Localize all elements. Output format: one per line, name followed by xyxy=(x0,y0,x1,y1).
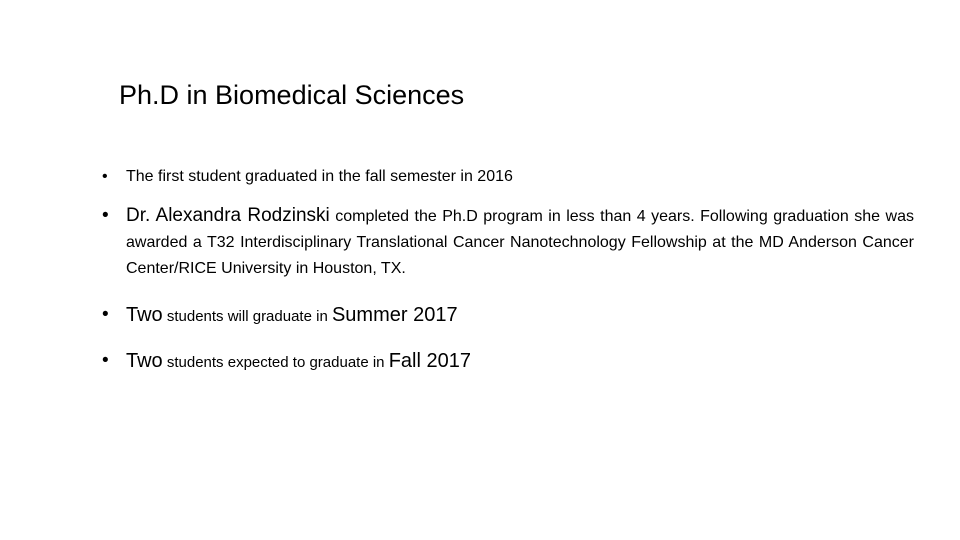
bullet-list xyxy=(102,163,914,392)
bullet-lead-text: Two xyxy=(126,304,163,326)
bullet-item xyxy=(102,203,914,282)
bullet-lead-text: Two xyxy=(126,350,163,372)
bullet-item xyxy=(102,300,914,332)
bullet-marker: • xyxy=(102,205,109,226)
bullet-text: completed the Ph.D program in less than 4 years. Following graduation she was awarded a T32 Interdisciplinary Translational Cancer Nanotechnology Fellowship at the MD Anderson Cancer Center/RICE University in Houston, TX. xyxy=(126,208,914,277)
bullet-tail-text: Summer 2017 xyxy=(331,304,458,326)
bullet-text: students will graduate in xyxy=(162,308,332,325)
bullet-marker: • xyxy=(102,350,109,371)
bullet-tail-text: Fall 2017 xyxy=(388,350,471,372)
bullet-item xyxy=(102,163,914,190)
bullet-text: The first student graduated in the fall semester in 2016 xyxy=(126,168,513,185)
bullet-text: students expected to graduate in xyxy=(162,354,389,371)
bullet-lead-text: Dr. Alexandra Rodzinski xyxy=(126,205,330,226)
bullet-marker: • xyxy=(102,304,109,325)
bullet-marker: • xyxy=(102,168,108,185)
slide-title: Ph.D in Biomedical Sciences xyxy=(119,80,465,110)
bullet-item xyxy=(102,346,914,378)
